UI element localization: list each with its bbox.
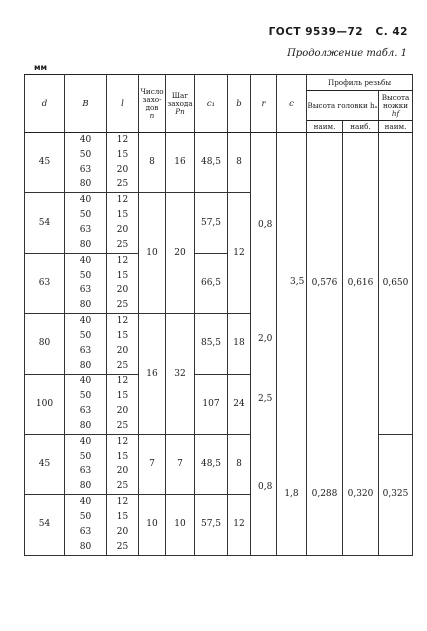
table-cell: 20	[107, 223, 139, 238]
table-cell: 24	[228, 374, 251, 434]
table-cell: 20	[107, 404, 139, 419]
table-cell: 40	[65, 193, 107, 208]
continuation-caption: Продолжение табл. 1	[287, 48, 407, 59]
table-cell: 63	[65, 283, 107, 298]
table-cell: 7	[166, 434, 195, 494]
table-cell: 80	[25, 314, 65, 374]
table-cell: 15	[107, 450, 139, 465]
table-cell: 20	[107, 163, 139, 178]
table-cell: 48,5	[195, 133, 228, 193]
table-cell: 50	[65, 148, 107, 163]
table-cell: 1,8	[277, 434, 307, 555]
table-cell: 12	[107, 374, 139, 389]
table-cell: 10	[139, 495, 166, 555]
table-cell: 12	[228, 495, 251, 555]
table-cell: 0,288	[307, 434, 343, 555]
table-cell: 54	[25, 193, 65, 253]
table-cell: 25	[107, 479, 139, 494]
table-cell: 80	[65, 419, 107, 434]
table-cell: 40	[65, 374, 107, 389]
table-cell: 12	[107, 253, 139, 268]
table-cell: 25	[107, 540, 139, 555]
table-cell: 12	[107, 495, 139, 510]
table-cell: 80	[65, 359, 107, 374]
table-cell: 10	[166, 495, 195, 555]
table-cell: 80	[65, 178, 107, 193]
table-cell: 20	[166, 193, 195, 314]
table-cell: 12	[107, 314, 139, 329]
table-cell: 63	[65, 465, 107, 480]
table-cell: 63	[65, 344, 107, 359]
table-cell: 0,576	[307, 133, 343, 435]
table-cell: 54	[25, 495, 65, 555]
table-cell: 25	[107, 178, 139, 193]
r-value-upper: 0,8	[258, 220, 273, 230]
table-cell: 50	[65, 329, 107, 344]
table-cell: 40	[65, 495, 107, 510]
table-cell: 80	[65, 479, 107, 494]
table-cell: 40	[65, 434, 107, 449]
table-cell: 63	[65, 525, 107, 540]
table-cell: 63	[65, 163, 107, 178]
table-cell: 80	[65, 238, 107, 253]
col-min2: наим.	[379, 121, 413, 133]
r-value-80: 2,0	[258, 334, 273, 344]
table-cell: 80	[65, 298, 107, 313]
table-cell: 15	[107, 329, 139, 344]
table-row	[25, 434, 413, 449]
col-min: наим.	[307, 121, 343, 133]
table-cell: 63	[65, 404, 107, 419]
table-cell: 0,616	[343, 133, 379, 435]
table-cell: 40	[65, 133, 107, 148]
r-value-100: 2,5	[258, 394, 273, 404]
col-profile: Профиль резьбы	[307, 75, 413, 91]
table-cell: 18	[228, 314, 251, 374]
table-cell: 0,325	[379, 434, 413, 555]
col-c: c	[277, 75, 307, 133]
col-l: l	[107, 75, 139, 133]
table-cell	[251, 495, 277, 555]
table-cell: 0,650	[379, 133, 413, 435]
table-cell: 12	[107, 133, 139, 148]
table-cell: 8	[228, 434, 251, 494]
table-cell: 7	[139, 434, 166, 494]
table-cell: 107	[195, 374, 228, 434]
table-cell: 40	[65, 253, 107, 268]
table-cell: 66,5	[195, 253, 228, 313]
table-cell: 8	[228, 133, 251, 193]
dimensions-table	[24, 74, 413, 556]
col-max: наиб.	[343, 121, 379, 133]
table-cell: 16	[166, 133, 195, 193]
table-cell	[251, 133, 277, 495]
col-pitch: Шаг захода Pn	[166, 75, 195, 133]
table-cell: 50	[65, 208, 107, 223]
col-d: d	[25, 75, 65, 133]
unit-label: мм	[34, 63, 48, 72]
table-cell: 0,320	[343, 434, 379, 555]
table-cell: 50	[65, 389, 107, 404]
table-cell: 15	[107, 389, 139, 404]
c-value-upper: 3,5	[290, 277, 305, 287]
table-cell: 80	[65, 540, 107, 555]
table-cell: 63	[65, 223, 107, 238]
col-starts: Число захо- дов n	[139, 75, 166, 133]
table-cell: 12	[228, 193, 251, 314]
table-cell: 20	[107, 465, 139, 480]
table-cell: 15	[107, 510, 139, 525]
col-foot-height: Высота ножки hf	[379, 91, 413, 121]
table-cell: 10	[139, 193, 166, 314]
table-cell: 100	[25, 374, 65, 434]
table-cell: 45	[25, 434, 65, 494]
table-cell: 16	[139, 314, 166, 435]
table-cell: 40	[65, 314, 107, 329]
table-cell: 12	[107, 434, 139, 449]
table-cell: 85,5	[195, 314, 228, 374]
table-cell: 63	[25, 253, 65, 313]
table-cell: 32	[166, 314, 195, 435]
table-cell: 20	[107, 283, 139, 298]
table-cell: 50	[65, 510, 107, 525]
page-number: С. 42	[375, 26, 408, 38]
table-cell: 15	[107, 269, 139, 284]
standard-number: ГОСТ 9539—72	[268, 26, 364, 38]
col-c1: c₁	[195, 75, 228, 133]
table-cell: 15	[107, 148, 139, 163]
table-cell: 20	[107, 344, 139, 359]
table-cell: 25	[107, 359, 139, 374]
col-b: b	[228, 75, 251, 133]
table-cell: 20	[107, 525, 139, 540]
table-cell: 12	[107, 193, 139, 208]
col-head-height: Высота головки hₐ	[307, 91, 379, 121]
page-header	[269, 26, 408, 38]
table-cell: 15	[107, 208, 139, 223]
table-cell: 57,5	[195, 495, 228, 555]
table-cell: 45	[25, 133, 65, 193]
table-cell: 48,5	[195, 434, 228, 494]
r-value-lower: 0,8	[258, 482, 273, 492]
table-cell: 25	[107, 298, 139, 313]
col-r: r	[251, 75, 277, 133]
table-cell: 57,5	[195, 193, 228, 253]
col-B: B	[65, 75, 107, 133]
table-cell: 25	[107, 238, 139, 253]
table-cell: 50	[65, 269, 107, 284]
table-row	[25, 133, 413, 148]
table-cell: 50	[65, 450, 107, 465]
table-cell: 8	[139, 133, 166, 193]
table-cell: 25	[107, 419, 139, 434]
